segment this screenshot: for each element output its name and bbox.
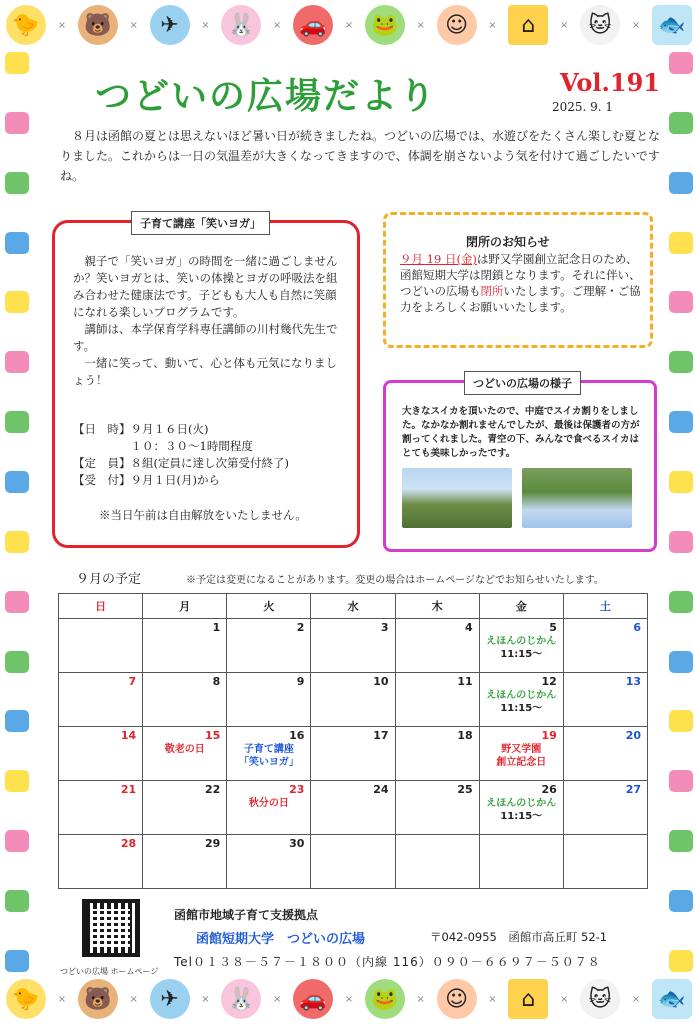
intro-paragraph: ８月は函館の夏とは思えないほど暑い日が続きましたね。つどいの広場では、水遊びをたくさん楽しむ夏となりました。これからは一日の気温差が大きくなってきますので、体調を崩さないよう気を付けて過ごしたいですね。 <box>60 129 661 183</box>
calendar-day-header: 火 <box>227 594 311 619</box>
calendar-day-cell <box>563 727 647 781</box>
calendar-day-cell <box>395 673 479 727</box>
yoga-paragraph: 講師は、本学保育学科専任講師の川村幾代先生です。 <box>73 322 338 353</box>
calendar-date-number: 7 <box>128 675 137 688</box>
calendar-day-cell <box>395 835 479 889</box>
calendar-day-cell <box>143 781 227 835</box>
separator-icon: × <box>560 19 569 31</box>
block-icon <box>5 890 29 912</box>
calendar-date-number: 10 <box>373 675 389 688</box>
schedule-title: ９月の予定 <box>76 572 142 587</box>
yoga-capacity: 【定 員】８組(定員に達し次第受付終了) <box>73 456 289 470</box>
frog-icon: 🐸 <box>365 5 405 45</box>
activity-photos-box <box>383 377 657 552</box>
calendar-event: 子育て講座 「笑いヨガ」 <box>238 744 299 768</box>
block-icon <box>5 651 29 673</box>
block-icon <box>5 232 29 254</box>
frog-icon: 🐸 <box>365 979 405 1019</box>
calendar-day-cell <box>59 673 143 727</box>
calendar-day-cell <box>395 781 479 835</box>
calendar-date-number: 19 <box>541 729 557 742</box>
calendar-table <box>58 593 648 889</box>
block-icon <box>669 710 693 732</box>
calendar-day-cell <box>143 673 227 727</box>
newsletter-title: つどいの広場だより <box>95 76 438 117</box>
block-icon <box>669 770 693 792</box>
calendar-event: 秋分の日 <box>248 798 289 809</box>
calendar-event: えほんのじかん 11:15～ <box>486 636 557 660</box>
block-icon <box>669 172 693 194</box>
block-icon <box>5 52 29 74</box>
calendar-day-cell <box>479 781 563 835</box>
calendar-date-number: 13 <box>625 675 641 688</box>
calendar-day-cell <box>563 673 647 727</box>
closure-notice-box <box>383 212 653 348</box>
calendar-date-number: 11 <box>457 675 473 688</box>
block-icon <box>669 890 693 912</box>
calendar-date-number: 2 <box>296 621 305 634</box>
watermelon-photo-1 <box>402 468 512 528</box>
separator-icon: × <box>416 993 425 1005</box>
schedule-note: ※予定は変更になることがあります。変更の場合はホームページなどでお知らせいたします。 <box>186 575 604 586</box>
separator-icon: × <box>631 993 641 1005</box>
cat-icon: 🐱 <box>580 979 620 1019</box>
calendar-day-cell <box>479 727 563 781</box>
calendar-event: 敬老の日 <box>164 744 205 755</box>
footer-organization: 函館市地域子育て支援拠点 <box>174 908 319 922</box>
footer-address: 〒042-0955 函館市高丘町 52-1 <box>430 930 608 944</box>
separator-icon: × <box>272 993 282 1005</box>
yoga-date: 【日 時】９月１６日(火) <box>73 422 209 436</box>
calendar-week-row <box>59 781 648 835</box>
block-icon <box>5 710 29 732</box>
block-icon <box>669 591 693 613</box>
fishbowl-icon: 🐟 <box>652 979 692 1019</box>
block-icon <box>5 291 29 313</box>
watermelon-photo-2 <box>522 468 632 528</box>
calendar-day-cell <box>311 727 395 781</box>
calendar-day-header: 日 <box>59 594 143 619</box>
block-icon <box>669 232 693 254</box>
yoga-time: １０：３０～1時間程度 <box>73 439 253 453</box>
calendar-date-number: 27 <box>625 783 641 796</box>
block-icon <box>5 830 29 852</box>
calendar-date-number: 3 <box>380 621 389 634</box>
calendar-day-cell <box>227 619 311 673</box>
house-icon: ⌂ <box>508 979 548 1019</box>
calendar-day-header: 金 <box>479 594 563 619</box>
separator-icon: × <box>201 993 210 1005</box>
issue-date: 2025. 9. 1 <box>552 100 614 114</box>
separator-icon: × <box>272 19 282 31</box>
duck-icon: 🐤 <box>6 5 46 45</box>
calendar-day-cell <box>227 673 311 727</box>
yoga-heading: 子育て講座「笑いヨガ」 <box>131 211 270 235</box>
calendar-day-cell <box>479 673 563 727</box>
calendar-date-number: 22 <box>204 783 221 796</box>
closure-text <box>400 251 644 315</box>
airplane-icon: ✈ <box>150 979 190 1019</box>
closure-word: 閉所 <box>480 284 504 298</box>
calendar-date-number: 29 <box>204 837 221 850</box>
separator-icon: × <box>201 19 210 31</box>
calendar-day-cell <box>311 781 395 835</box>
calendar-date-number: 6 <box>633 621 641 634</box>
calendar-day-cell <box>227 835 311 889</box>
calendar-day-header: 水 <box>311 594 395 619</box>
yoga-note: ※当日午前は自由解放をいたしません。 <box>99 508 307 522</box>
footer-phone: Tel０１３８－５７－１８００（内線 116）０９０－６６９７－５０７８ <box>174 955 601 969</box>
calendar-day-cell <box>227 781 311 835</box>
separator-icon: × <box>560 993 569 1005</box>
calendar-date-number: 14 <box>120 729 137 742</box>
yoga-description <box>73 253 348 389</box>
calendar-date-number: 18 <box>457 729 473 742</box>
separator-icon: × <box>344 19 354 31</box>
calendar-week-row <box>59 673 648 727</box>
closure-text-part: いたします。ご理解・ご協力をよろしくお願いいたします。 <box>400 284 641 314</box>
calendar-day-header: 土 <box>563 594 647 619</box>
block-icon <box>5 351 29 373</box>
block-icon <box>669 950 693 972</box>
calendar-date-number: 9 <box>296 675 305 688</box>
calendar-day-cell <box>395 727 479 781</box>
block-icon <box>669 411 693 433</box>
separator-icon: × <box>416 19 425 31</box>
block-icon <box>5 411 29 433</box>
block-icon <box>5 591 29 613</box>
block-icon <box>669 471 693 493</box>
calendar-date-number: 30 <box>289 837 305 850</box>
house-icon: ⌂ <box>508 5 548 45</box>
block-icon <box>669 531 693 553</box>
block-icon <box>669 830 693 852</box>
calendar-day-cell <box>311 835 395 889</box>
calendar-date-number: 21 <box>120 783 137 796</box>
volume-number: Vol.191 <box>560 68 660 97</box>
calendar-day-header: 月 <box>143 594 227 619</box>
separator-icon: × <box>488 19 497 31</box>
calendar-date-number: 25 <box>457 783 473 796</box>
closure-heading: 閉所のお知らせ <box>466 235 550 249</box>
separator-icon: × <box>57 993 67 1005</box>
block-icon <box>669 291 693 313</box>
calendar-day-cell <box>479 619 563 673</box>
calendar-week-row <box>59 619 648 673</box>
block-icon <box>5 531 29 553</box>
separator-icon: × <box>129 993 138 1005</box>
cat-icon: 🐱 <box>580 5 620 45</box>
yoga-details <box>73 421 289 489</box>
bear-icon: 🐻 <box>78 979 118 1019</box>
child-icon: ☺ <box>437 979 477 1019</box>
calendar-date-number: 4 <box>465 621 473 634</box>
calendar-day-cell <box>311 673 395 727</box>
block-icon <box>5 112 29 134</box>
child-icon: ☺ <box>437 5 477 45</box>
calendar-event: えほんのじかん 11:15～ <box>486 798 557 822</box>
calendar-day-cell <box>59 619 143 673</box>
calendar-day-cell <box>143 619 227 673</box>
block-icon <box>5 471 29 493</box>
closure-text-part: は野又学園創立記念日のため、函館短期大学は閉鎖となります。それに伴い、つどいの広場も <box>400 252 641 298</box>
calendar-date-number: 5 <box>549 621 557 634</box>
block-icon <box>5 950 29 972</box>
calendar-date-number: 8 <box>212 675 221 688</box>
calendar-day-cell <box>59 727 143 781</box>
calendar-day-cell <box>563 835 647 889</box>
calendar-day-cell <box>227 727 311 781</box>
top-decoration-border <box>0 0 698 50</box>
yoga-paragraph: 一緒に笑って、動いて、心と体も元気になりましょう！ <box>73 356 338 387</box>
calendar-date-number: 23 <box>289 783 305 796</box>
calendar-event: えほんのじかん 11:15～ <box>486 690 557 714</box>
block-icon <box>5 770 29 792</box>
activity-heading: つどいの広場の様子 <box>464 371 581 395</box>
rabbit-icon: 🐰 <box>221 5 261 45</box>
calendar-date-number: 12 <box>541 675 557 688</box>
rabbit-icon: 🐰 <box>221 979 261 1019</box>
qr-code[interactable] <box>82 899 140 957</box>
calendar-day-cell <box>59 835 143 889</box>
car-icon: 🚗 <box>293 5 333 45</box>
calendar-date-number: 28 <box>120 837 137 850</box>
calendar-date-number: 20 <box>625 729 641 742</box>
calendar-header-row <box>59 594 648 619</box>
bottom-decoration-border <box>0 974 698 1024</box>
qr-caption: つどいの広場 ホームページ <box>60 967 159 976</box>
calendar-day-header: 木 <box>395 594 479 619</box>
calendar-day-cell <box>311 619 395 673</box>
bear-icon: 🐻 <box>78 5 118 45</box>
calendar-day-cell <box>59 781 143 835</box>
yoga-event-box <box>52 217 360 548</box>
calendar-day-cell <box>563 781 647 835</box>
calendar-date-number: 24 <box>373 783 389 796</box>
calendar-day-cell <box>395 619 479 673</box>
activity-description: 大きなスイカを頂いたので、中庭でスイカ割りをしました。なかなか割れませんでしたが、最後は保護者の方が割ってくれました。青空の下、みんなで食べるスイカはとても美味しかったです。 <box>402 406 640 459</box>
calendar-date-number: 15 <box>204 729 221 742</box>
separator-icon: × <box>57 19 67 31</box>
calendar-day-cell <box>563 619 647 673</box>
separator-icon: × <box>344 993 354 1005</box>
left-decoration-border <box>0 52 34 972</box>
airplane-icon: ✈ <box>150 5 190 45</box>
block-icon <box>5 172 29 194</box>
calendar-event: 野又学園 創立記念日 <box>496 744 547 768</box>
calendar-date-number: 17 <box>373 729 389 742</box>
block-icon <box>669 112 693 134</box>
separator-icon: × <box>129 19 138 31</box>
footer-institution: 函館短期大学 つどいの広場 <box>196 932 366 947</box>
calendar-day-cell <box>143 835 227 889</box>
calendar-day-cell <box>143 727 227 781</box>
closure-date: ９月 19 日(金) <box>400 252 477 266</box>
separator-icon: × <box>631 19 641 31</box>
calendar-date-number: 26 <box>541 783 557 796</box>
duck-icon: 🐤 <box>6 979 46 1019</box>
yoga-paragraph: 親子で「笑いヨガ」の時間を一緒に過ごしませんか？笑いヨガとは、笑いの体操とヨガの呼吸法を組み合わせた健康法です。子どもも大人も自然に笑顔になれる楽しいプログラムです。 <box>73 254 338 319</box>
car-icon: 🚗 <box>293 979 333 1019</box>
fishbowl-icon: 🐟 <box>652 5 692 45</box>
block-icon <box>669 651 693 673</box>
calendar-day-cell <box>479 835 563 889</box>
calendar-week-row <box>59 727 648 781</box>
block-icon <box>669 52 693 74</box>
separator-icon: × <box>488 993 497 1005</box>
right-decoration-border <box>664 52 698 972</box>
calendar-date-number: 16 <box>289 729 305 742</box>
yoga-registration: 【受 付】９月１日(月)から <box>73 473 220 487</box>
calendar-week-row <box>59 835 648 889</box>
block-icon <box>669 351 693 373</box>
calendar-date-number: 1 <box>212 621 221 634</box>
